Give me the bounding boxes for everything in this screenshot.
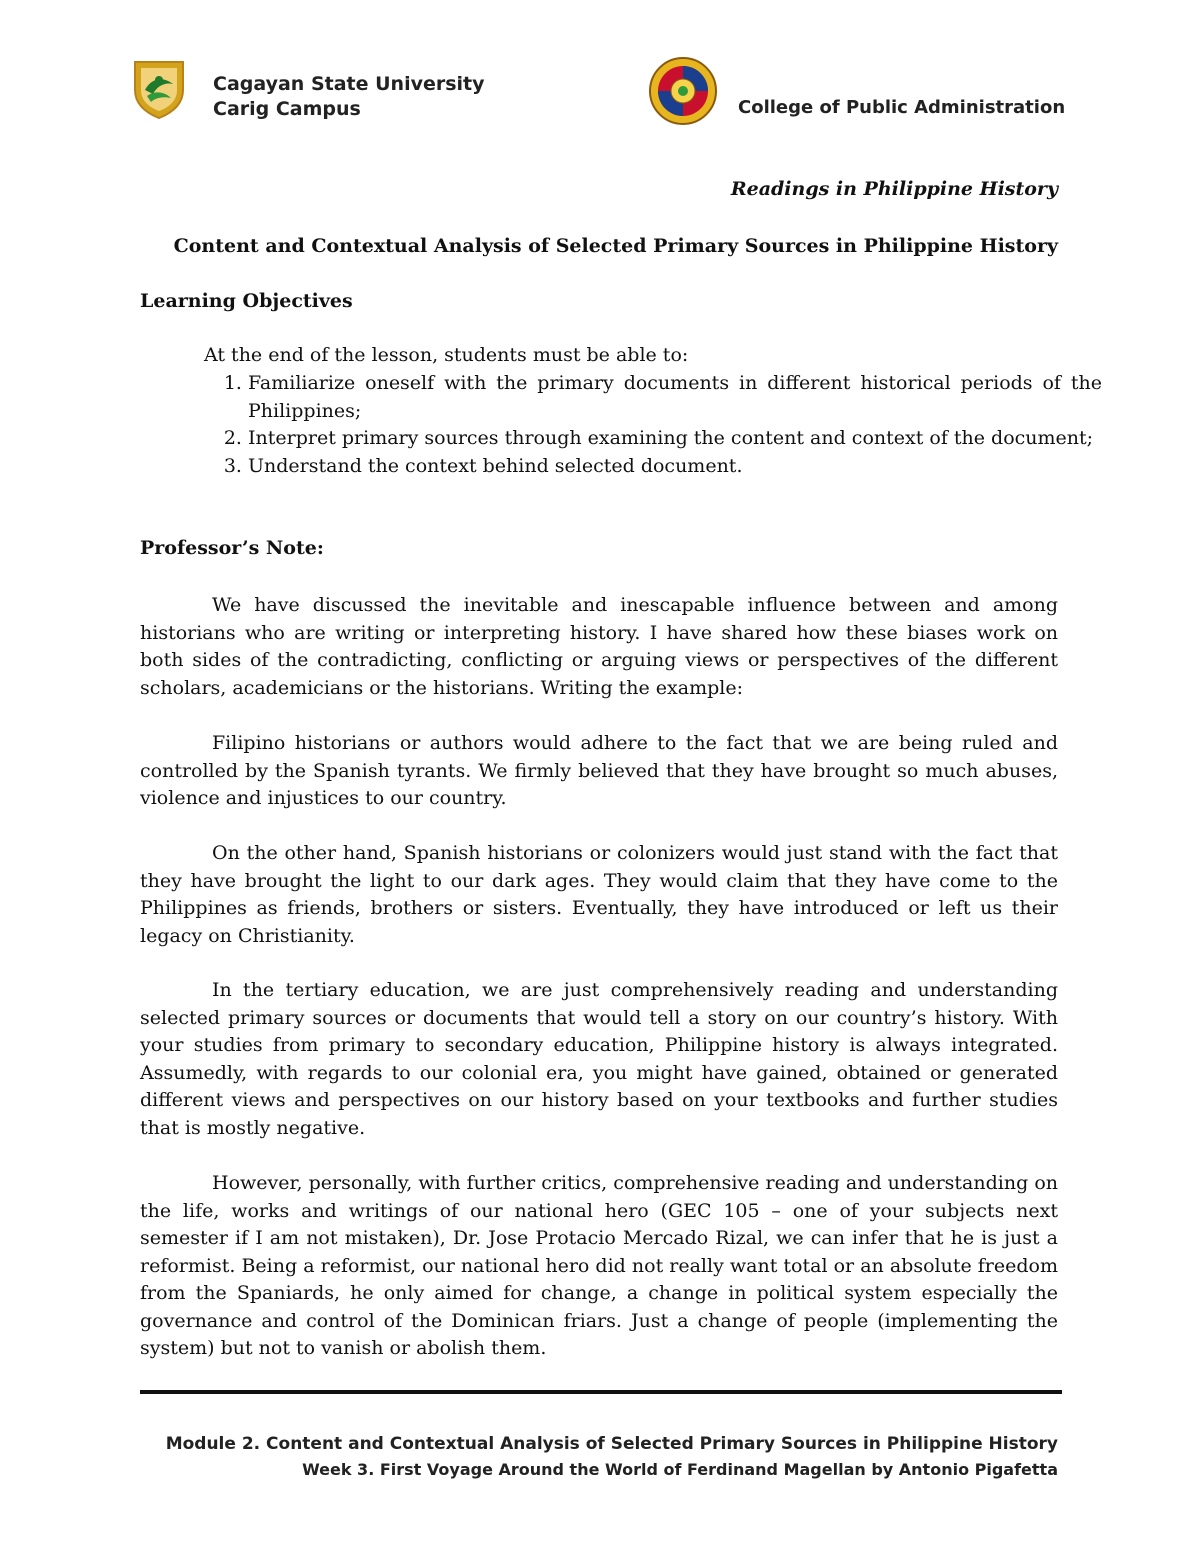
note-heading: Professor’s Note:: [140, 537, 324, 559]
college-seal: [648, 56, 718, 126]
course-title: Readings in Philippine History: [730, 178, 1058, 200]
footer-module-line: Module 2. Content and Contextual Analysis of Selected Primary Sources in Philippine History: [165, 1434, 1058, 1454]
footer-divider: [140, 1390, 1062, 1394]
college-name: College of Public Administration: [738, 97, 1066, 118]
footer-week-line: Week 3. First Voyage Around the World of Ferdinand Magellan by Antonio Pigafetta: [302, 1460, 1058, 1479]
paragraph: Filipino historians or authors would adhere to the fact that we are being ruled and controlled by the Spanish tyrants. We firmly believed that they have brought so much abuses, violence and injustices to our country.: [140, 732, 1058, 809]
university-logo: [133, 60, 185, 120]
objective-item: 2. Interpret primary sources through examining the content and context of the document;: [248, 425, 1102, 453]
objectives-list: [204, 370, 1102, 480]
objective-item: 3. Understand the context behind selected document.: [248, 453, 1102, 481]
paragraph: On the other hand, Spanish historians or colonizers would just stand with the fact that they have brought the light to our dark ages. They would claim that they have come to the Philippines as friends, brothers or sisters. Eventually, they have introduced or left us their legacy on Christianity.: [140, 842, 1058, 947]
objective-item: 1. Familiarize oneself with the primary documents in different historical periods of the Philippines;: [248, 370, 1102, 425]
objectives-intro: At the end of the lesson, students must be able to:: [204, 344, 689, 366]
university-name: Cagayan State University: [213, 73, 485, 95]
paragraph: However, personally, with further critics, comprehensive reading and understanding on the life, works and writings of our national hero (GEC 105 – one of your subjects next semester if I am not mistaken), Dr. Jose Protacio Mercado Rizal, we can infer that he is just a reformist. Being a reformist, our national hero did not really want total or an absolute freedom from the Spaniards, he only aimed for change, a change in political system especially the governance and control of the Dominican friars. Just a change of people (implementing the system) but not to vanish or abolish them.: [140, 1172, 1058, 1359]
objectives-heading: Learning Objectives: [140, 290, 353, 312]
paragraph: In the tertiary education, we are just comprehensively reading and understanding selected primary sources or documents that would tell a story on our country’s history. With your studies from primary to secondary education, Philippine history is always integrated. Assumedly, with regards to our colonial era, you might have gained, obtained or generated different views and perspectives on our history based on your textbooks and further studies that is mostly negative.: [140, 979, 1058, 1139]
paragraph: We have discussed the inevitable and inescapable influence between and among historians who are writing or interpreting history. I have shared how these biases work on both sides of the contradicting, conflicting or arguing views or perspectives of the different scholars, academicians or the historians. Writing the example:: [140, 594, 1058, 699]
campus-name: Carig Campus: [213, 98, 361, 120]
university-info: [213, 72, 485, 122]
document-title: Content and Contextual Analysis of Selected Primary Sources in Philippine History: [173, 235, 1058, 257]
